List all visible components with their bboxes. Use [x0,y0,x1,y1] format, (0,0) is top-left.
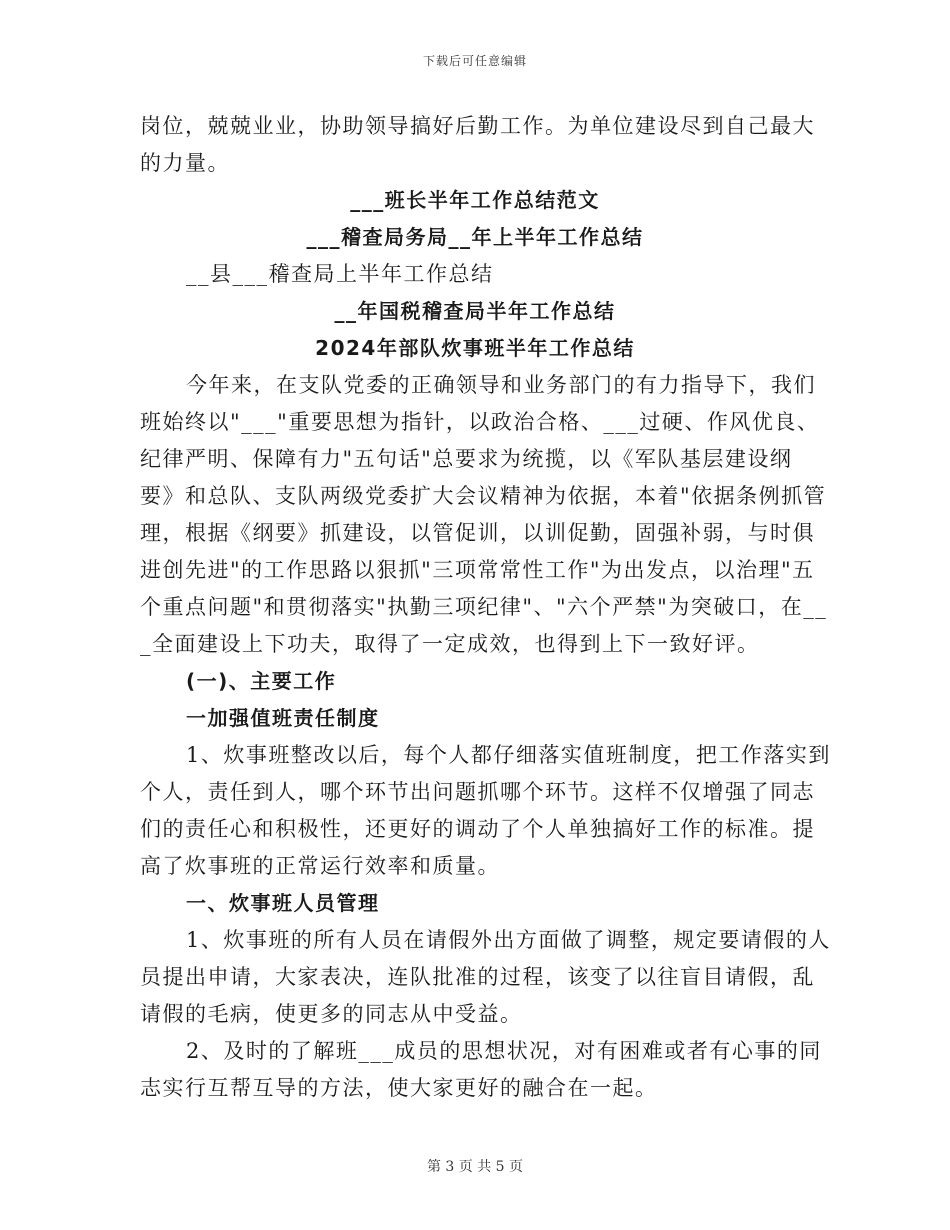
paragraph-line: _全面建设上下功夫，取得了一定成效，也得到上下一致好评。 [140,632,760,656]
document-title: 2024年部队炊事班半年工作总结 [315,336,635,360]
paragraph-line: 进创先进"的工作思路以狠抓"三项常常性工作"为出发点，以治理"五 [140,558,815,582]
paragraph-line: 志实行互帮互导的方法，使大家更好的融合在一起。 [140,1076,658,1100]
page-number: 第 3 页 共 5 页 [426,1159,524,1175]
paragraph-line: 要》和总队、支队两级党委扩大会议精神为依据，本着"依据条例抓管 [140,484,827,508]
page-header: 下载后可任意编辑 [422,54,527,68]
paragraph-line: 们的责任心和积极性，还更好的调动了个人单独搞好工作的标准。提 [140,817,815,841]
paragraph-line: 2、及时的了解班___成员的思想状况，对有困难或者有心事的同 [186,1039,822,1063]
paragraph-line: 个重点问题"和贯彻落实"执勤三项纪律"、"六个严禁"为突破口，在__ [140,595,828,619]
paragraph-line: 个人，责任到人，哪个环节出问题抓哪个环节。这样不仅增强了同志 [140,780,815,804]
subheading: 一、炊事班人员管理 [186,891,380,915]
paragraph-line: 今年来，在支队党委的正确领导和业务部门的有力指导下，我们 [186,373,816,397]
paragraph-line: 员提出申请，大家表决，连队批准的过程，该变了以往盲目请假，乱 [140,965,815,989]
section-title: ___班长半年工作总结范文 [350,188,600,212]
section-title: __年国税稽查局半年工作总结 [334,299,616,323]
paragraph-line: 高了炊事班的正常运行效率和质量。 [140,854,500,878]
paragraph-line: 班始终以"___"重要思想为指针，以政治合格、___过硬、作风优良、 [140,410,820,434]
paragraph-line: __县___稽查局上半年工作总结 [186,262,494,286]
paragraph-line: 1、炊事班整改以后，每个人都仔细落实值班制度，把工作落实到 [186,743,831,767]
paragraph-line: 岗位，兢兢业业，协助领导搞好后勤工作。为单位建设尽到自己最大 [140,114,815,138]
paragraph-line: 1、炊事班的所有人员在请假外出方面做了调整，规定要请假的人 [186,928,831,952]
paragraph-line: 请假的毛病，使更多的同志从中受益。 [140,1002,523,1026]
paragraph-line: 的力量。 [140,151,230,175]
subheading: (一)、主要工作 [186,669,337,693]
subheading: 一加强值班责任制度 [186,706,380,730]
paragraph-line: 理，根据《纲要》抓建设，以管促训，以训促勤，固强补弱，与时俱 [140,521,815,545]
document-body [140,108,831,1107]
paragraph-line: 纪律严明、保障有力"五句话"总要求为统揽，以《军队基层建设纲 [140,447,793,471]
section-title: ___稽查局务局__年上半年工作总结 [306,225,644,249]
